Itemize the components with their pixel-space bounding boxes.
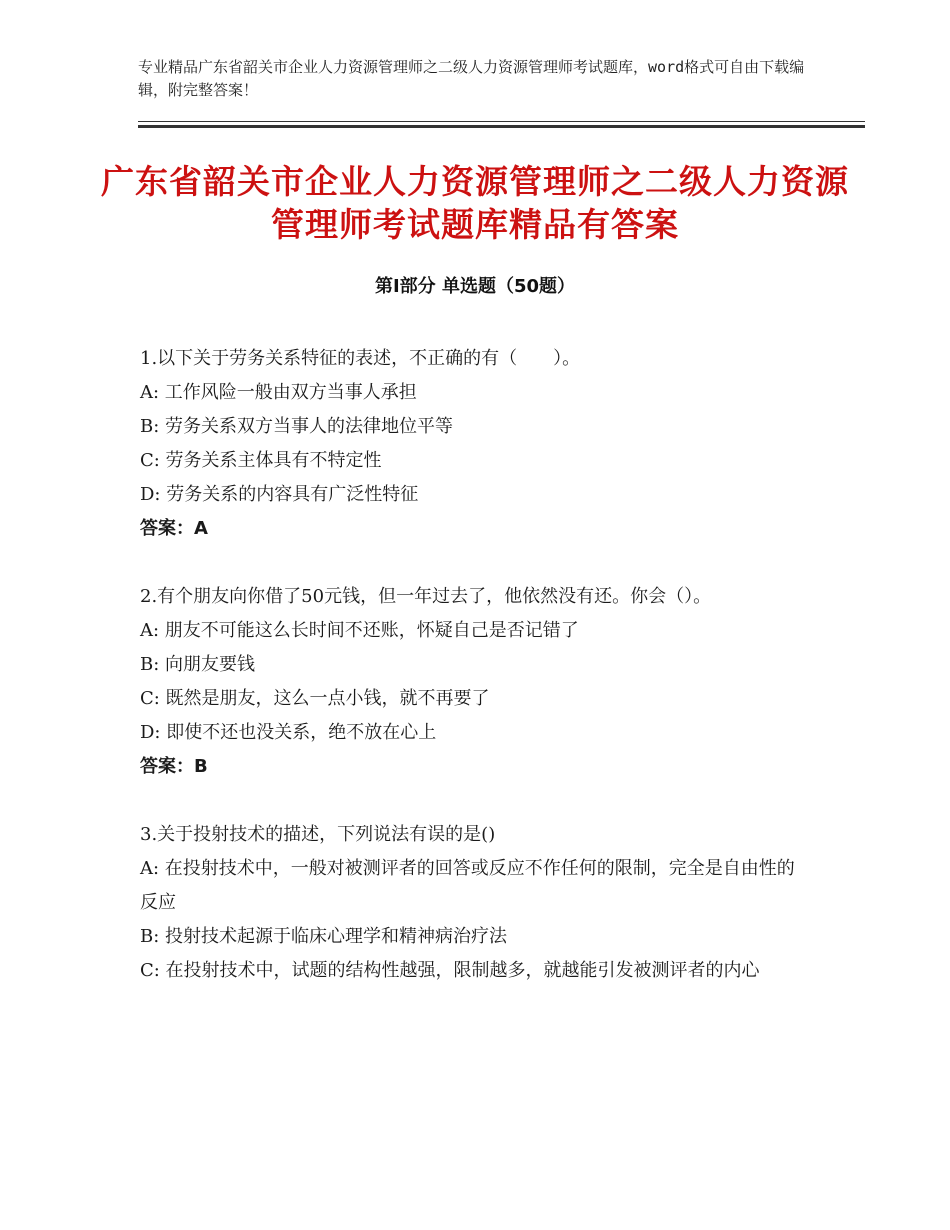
- option-b: B: 向朋友要钱: [140, 654, 256, 675]
- question-2: [140, 580, 810, 784]
- question-stem: 3.关于投射技术的描述，下列说法有误的是(): [140, 824, 496, 845]
- question-1: [140, 342, 810, 546]
- option-d: D: 劳务关系的内容具有广泛性特征: [140, 484, 419, 505]
- answer-line: 答案：A: [140, 518, 208, 539]
- option-c: C: 劳务关系主体具有不特定性: [140, 450, 382, 471]
- option-b: B: 投射技术起源于临床心理学和精神病治疗法: [140, 926, 508, 947]
- section-heading: 第Ⅰ部分 单选题（50题）: [374, 276, 575, 297]
- answer-line: 答案：B: [140, 756, 208, 777]
- question-stem: 2.有个朋友向你借了50元钱，但一年过去了，他依然没有还。你会（）。: [140, 586, 712, 607]
- option-c: C: 既然是朋友，这么一点小钱，就不再要了: [140, 688, 490, 709]
- question-list: [140, 342, 810, 1022]
- document-title: 广东省韶关市企业人力资源管理师之二级人力资源管理师考试题库精品有答案: [101, 162, 849, 244]
- option-d: D: 即使不还也没关系，绝不放在心上: [140, 722, 437, 743]
- option-a: A: 朋友不可能这么长时间不还账，怀疑自己是否记错了: [140, 620, 579, 641]
- header-note: 专业精品广东省韶关市企业人力资源管理师之二级人力资源管理师考试题库，word格式可自由下载编辑，附完整答案！: [138, 58, 805, 99]
- option-c: C: 在投射技术中，试题的结构性越强，限制越多，就越能引发被测评者的内心: [140, 960, 760, 981]
- option-a: A: 工作风险一般由双方当事人承担: [140, 382, 417, 403]
- question-stem: 1.以下关于劳务关系特征的表述，不正确的有（ ）。: [140, 348, 581, 369]
- option-a: A: 在投射技术中，一般对被测评者的回答或反应不作任何的限制，完全是自由性的反应: [140, 858, 795, 913]
- header-rule-thick: [138, 125, 865, 128]
- option-b: B: 劳务关系双方当事人的法律地位平等: [140, 416, 454, 437]
- header-rule-thin: [138, 121, 865, 122]
- question-3: [140, 818, 810, 988]
